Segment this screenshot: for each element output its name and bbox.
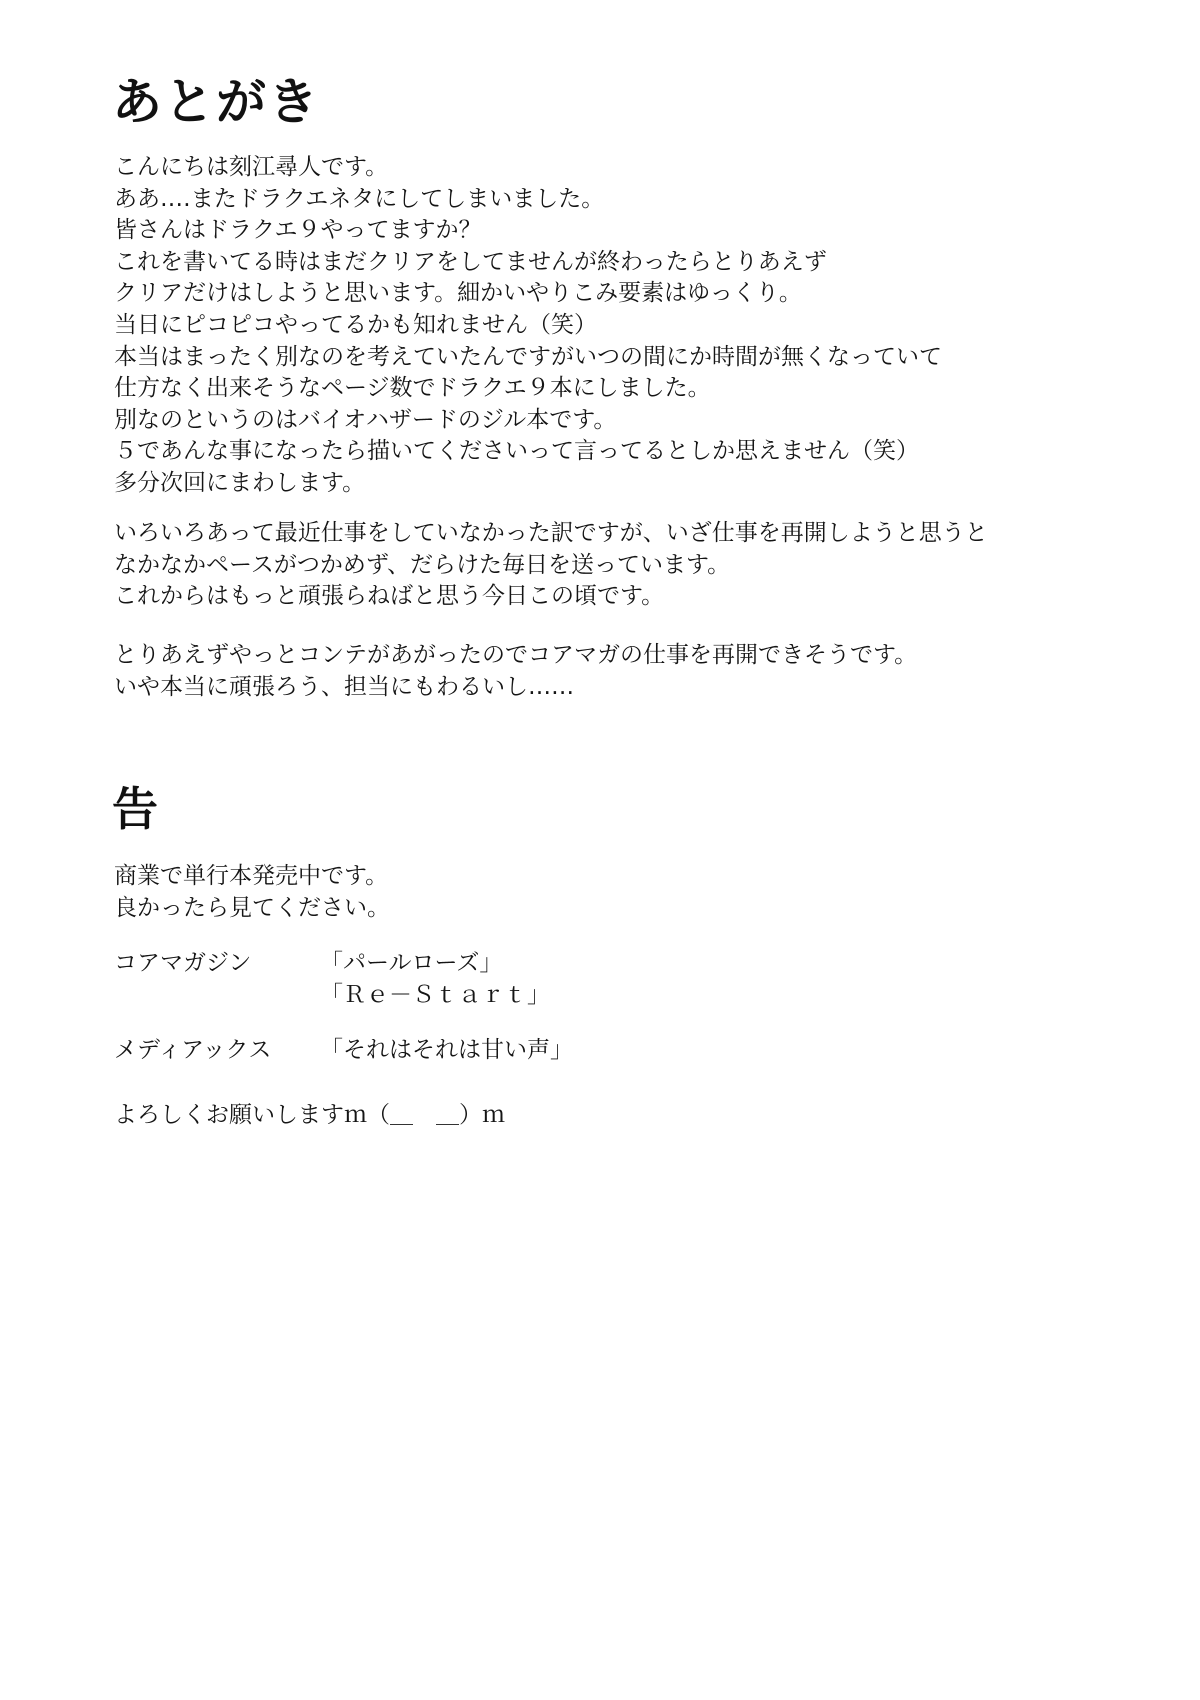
text-line: いろいろあって最近仕事をしていなかった訳ですが、いざ仕事を再開しようと思うと (114, 520, 988, 546)
notice-intro (114, 861, 390, 924)
work-title: 「Ｒｅ－Ｓｔａｒｔ」 (320, 981, 550, 1008)
text-line: 本当はまったく別なのを考えていたんですがいつの間にか時間が無くなっていて (114, 343, 942, 370)
text-line: 別なのというのはバイオハザードのジル本です。 (114, 406, 617, 433)
text-line: ５であんな事になったら描いてくださいって言ってるとしか思えません（笑） (114, 438, 919, 465)
text-line: 仕方なく出来そうなページ数でドラクエ９本にしました。 (114, 375, 711, 402)
text-line: ああ‥‥またドラクエネタにしてしまいました。 (114, 185, 605, 212)
afterword-paragraph-2 (114, 518, 988, 613)
text-line: 当日にピコピコやってるかも知れません（笑） (114, 311, 597, 338)
notice-title: 告 (112, 782, 158, 836)
closing-message: よろしくお願いしますｍ（＿ ＿）ｍ (114, 1102, 505, 1128)
text-line: 商業で単行本発売中です。 (114, 863, 389, 889)
text-line: これからはもっと頑張らねばと思う今日この頃です。 (114, 583, 665, 610)
text-line: とりあえずやっとコンテがあがったのでコアマガの仕事を再開できそうです。 (114, 642, 918, 668)
text-line: これを書いてる時はまだクリアをしてませんが終わったらとりあえず (114, 248, 827, 275)
afterword-paragraph-1 (114, 152, 942, 500)
text-line: なかなかペースがつかめず、だらけた毎日を送っています。 (114, 551, 731, 578)
publisher-name: コアマガジン (114, 950, 252, 976)
work-title: 「パールローズ」 (320, 950, 503, 976)
afterword-paragraph-3 (114, 640, 917, 703)
text-line: クリアだけはしようと思います。細かいやりこみ要素はゆっくり。 (114, 280, 802, 307)
text-line: こんにちは刻江尋人です。 (114, 154, 389, 180)
text-line: いや本当に頑張ろう、担当にもわるいし‥‥‥ (114, 673, 575, 700)
work-titles (320, 944, 550, 1007)
text-line: 良かったら見てください。 (114, 894, 390, 921)
afterword-title: あとがき (112, 73, 320, 131)
text-line: 皆さんはドラクエ９やってますか？ (114, 217, 482, 244)
work-titles (320, 1031, 573, 1063)
publisher-name: メディアックス (114, 1037, 272, 1064)
work-title: 「それはそれは甘い声」 (320, 1037, 573, 1064)
text-line: 多分次回にまわします。 (114, 469, 366, 496)
